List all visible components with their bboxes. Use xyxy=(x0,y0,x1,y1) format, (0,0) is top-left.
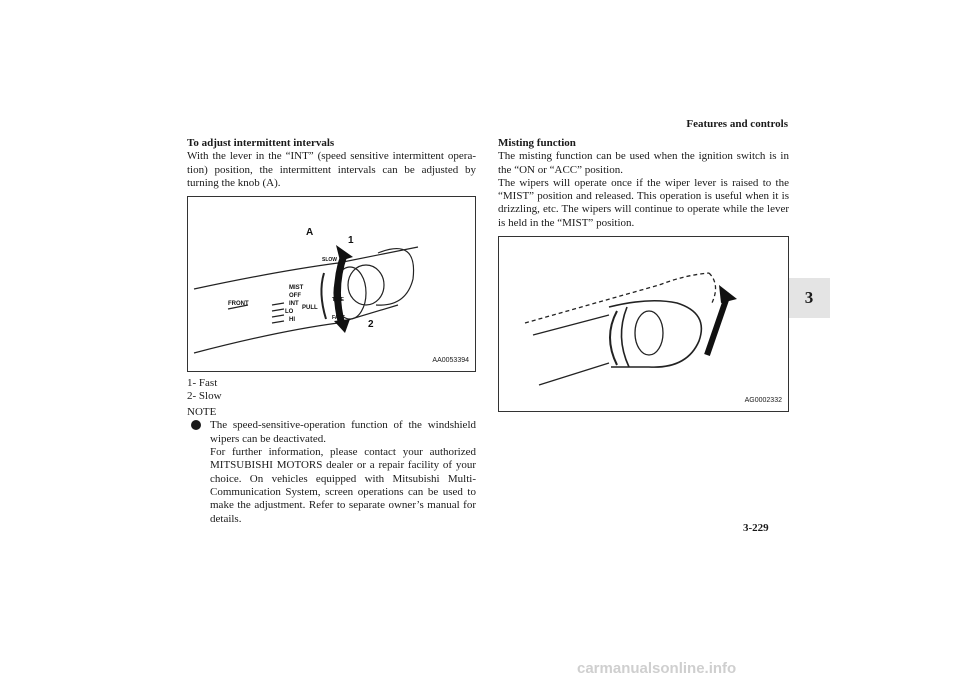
watermark: carmanualsonline.info xyxy=(577,660,737,677)
label-pull: PULL xyxy=(302,305,318,312)
label-int: INT xyxy=(289,301,299,308)
misting-lever-drawing xyxy=(499,237,788,411)
body-paragraph: The wipers will operate once if the wiper lever is raised to the “MIST” position and released. This operation is useful when it is drizzling, etc. The wipers will continue to operate while the lever is held in the “MIST” position. xyxy=(498,176,789,229)
note-label: NOTE xyxy=(187,406,217,419)
intro-paragraph: With the lever in the “INT” (speed sensitive intermittent opera-tion) position, the intermittent intervals can be adjusted by turning the knob (A). xyxy=(187,150,476,189)
misting-lever-illustration xyxy=(498,236,789,412)
figure-legend xyxy=(187,377,476,403)
page-number: 3-229 xyxy=(743,522,769,534)
note-paragraph: For further information, please contact your authorized MITSUBISHI MOTORS dealer or a repair facility of your choice. On vehicles equipped with Mitsubishi Multi-Communication System, screen operations can be used to make the adjustment. Refer to separate owner’s manual for details. xyxy=(210,446,476,525)
figure-code: AG0002332 xyxy=(744,396,782,404)
legend-item: 1- Fast xyxy=(187,377,218,390)
running-header: Features and controls xyxy=(686,118,788,130)
label-two: 2 xyxy=(368,319,374,331)
note-item xyxy=(187,419,476,525)
label-off: OFF xyxy=(289,293,301,300)
label-a: A xyxy=(306,227,314,239)
legend-item: 2- Slow xyxy=(187,390,222,403)
chapter-tab: 3 xyxy=(788,278,830,318)
label-hi: HI xyxy=(289,317,295,324)
label-mist: MIST xyxy=(289,285,304,292)
left-column xyxy=(187,137,476,526)
label-fast: FAST xyxy=(332,315,345,322)
right-column xyxy=(498,137,789,412)
section-heading-misting: Misting function xyxy=(498,137,576,149)
label-front: FRONT xyxy=(228,301,249,308)
label-time: TIME xyxy=(332,297,344,304)
section-heading-intermittent: To adjust intermittent intervals xyxy=(187,137,335,149)
label-slow: SLOW xyxy=(322,257,337,264)
note-paragraph: The speed-sensitive-operation function of the windshield wipers can be deactivated. xyxy=(210,419,476,445)
bullet-icon xyxy=(191,420,201,430)
body-paragraph: The misting function can be used when the ignition switch is in the “ON or “ACC” position. xyxy=(498,150,789,176)
label-one: 1 xyxy=(348,235,354,247)
wiper-knob-illustration xyxy=(187,196,476,372)
figure-code: AA0053394 xyxy=(432,356,469,364)
label-lo: LO xyxy=(285,309,294,316)
wiper-knob-drawing xyxy=(188,197,475,371)
